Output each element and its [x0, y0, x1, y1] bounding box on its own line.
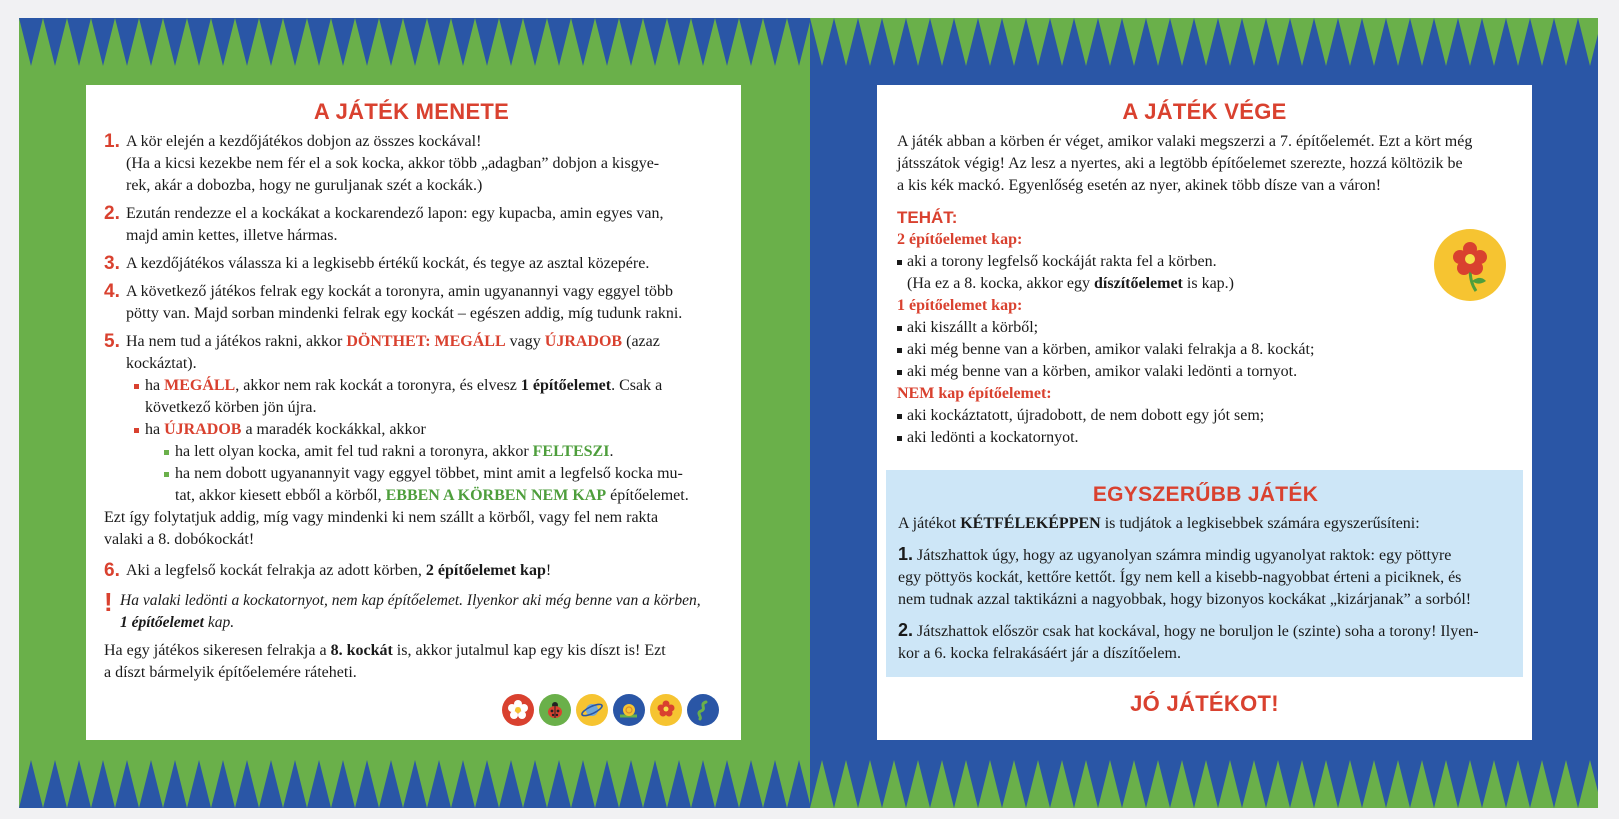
zigzag-triangles: [810, 760, 1598, 808]
therefore-heading: TEHÁT:: [897, 208, 958, 227]
ujradob-outcomes: [164, 441, 719, 507]
game-end-card: A JÁTÉK VÉGE A játék abban a körben ér véget, amikor valaki megszerzi a 7. építőelemét. Ezt a kört még játsszátok végig! Az lesz a nyertes, aki a legtöbb építőelemet szerezte, hozzá költözik be a kis kék mackó. Egyenlőség esetén az nyer, akinek több dísze van a váron! TEHÁT: 2 építőelemet kap: aki a torony legfelső kockáját rakta fel a körben. (Ha ez a 8. kocka, akkor egy díszítőelemet is kap.) 1 építőelemet kap: aki kiszállt a körből; aki még benne van a körben, amikor valaki felrakja a 8. kockát; aki még benne van a körben, amikor valaki ledönti a tornyot. NEM kap építőelemet: aki kockáztatott, újradobott, de nem dobott egy jót sem; aki ledönti a kockatornyot. EGYSZERŰBB JÁTÉK A játékot KÉTFÉLEKÉPPEN is tudjátok a legkisebbek számára egyszerűsíteni: 1. Játszhattok úgy, hogy az ugyanolyan számra mindig ugyanolyat raktok: egy pöttyre egy pöttyös kockát, kettőre kettőt. Így nem kell a kisebb-nagyobbat érteni a piciknek, és nem tudnak azzal taktikázni a nagyobbak, hogy bizonyos kockákat „kizárjanak” a sorból! 2. Játszhattok először csak hat kockával, hogy ne boruljon le (szinte) soha a torony! Ilyen- kor a 6. kocka felrakásáért jár a díszítőelem. JÓ JÁTÉKOT!: [877, 85, 1532, 740]
one-element-list: aki kiszállt a körből; aki még benne van a körben, amikor valaki felrakja a 8. kockát; aki még benne van a körben, amikor valaki ledönti a tornyot.: [897, 317, 1514, 383]
step-2: 2. Ezután rendezze el a kockákat a kockarendező lapon: egy kupacba, amin egyes van, majd amin kettes, illetve hármas.: [104, 203, 664, 244]
flower-red-icon: [650, 694, 682, 726]
snake-icon: [687, 694, 719, 726]
decoration-icons: [502, 694, 719, 726]
option-ujradob: ha ÚJRADOB a maradék kockákkal, akkor: [134, 419, 719, 441]
simpler-option-2: 2. Játszhattok először csak hat kockával, hogy ne boruljon le (szinte) soha a torony! Ilyen- kor a 6. kocka felrakásáért jár a díszítőelem.: [898, 620, 1479, 662]
outcome-kiesett: ha nem dobott ugyanannyit vagy eggyel többet, mint amit a legfelső kocka mu- tat, akkor kiesett ebből a körből, EBBEN A KÖRBEN NEM KAP építőelemet.: [164, 463, 719, 507]
step-1: 1. A kör elején a kezdőjátékos dobjon az összes kockával! (Ha a kicsi kezekbe nem fér el a sok kocka, akkor több „adagban” dobjon a kisgye- rek, akár a dobozba, hogy ne guruljanak szét a kockák.): [104, 131, 660, 194]
ladybug-icon: [539, 694, 571, 726]
game-end-title: A JÁTÉK VÉGE: [1122, 99, 1287, 124]
step-6: 6. Aki a legfelső kockát felrakja az adott körben, 2 építőelemet kap!: [104, 560, 552, 581]
step-5-options: [134, 375, 719, 441]
no-element-heading: NEM kap építőelemet:: [897, 385, 1052, 402]
two-elements-list: aki a torony legfelső kockáját rakta fel a körben.: [897, 251, 1514, 273]
right-page: [810, 18, 1598, 808]
snail-icon: [613, 694, 645, 726]
final-text: Ha egy játékos sikeresen felrakja a 8. kockát is, akkor jutalmul kap egy kis díszt is! Ezt a díszt bármelyik építőelemére ráteheti.: [104, 642, 666, 681]
step-4: 4. A következő játékos felrak egy kockát a toronyra, amin ugyanannyi vagy eggyel több pötty van. Majd sorban mindenki felrak egy kockát – egészen addig, míg tudunk rakni.: [104, 281, 683, 322]
simpler-game-intro: A játékot KÉTFÉLEKÉPPEN is tudjátok a legkisebbek számára egyszerűsíteni:: [898, 515, 1420, 532]
step-5: 5. Ha nem tud a játékos rakni, akkor DÖNTHET: MEGÁLL vagy ÚJRADOB (azaz kockáztat).: [104, 331, 660, 372]
planet-icon: [576, 694, 608, 726]
exclamation-icon: !: [104, 587, 113, 617]
game-flow-card: [86, 85, 741, 740]
zigzag-triangles: [19, 760, 810, 808]
flower-white-icon: [502, 694, 534, 726]
left-page: [19, 18, 810, 808]
option-megall: ha MEGÁLL, akkor nem rak kockát a toronyra, és elvesz 1 építőelemet. Csak a következő körben jön újra.: [134, 375, 719, 419]
zigzag-triangles: [19, 18, 810, 66]
bottom-zigzag-border: [810, 760, 1598, 808]
two-elements-heading: 2 építőelemet kap:: [897, 231, 1023, 248]
game-end-intro: A játék abban a körben ér véget, amikor valaki megszerzi a 7. építőelemét. Ezt a kört még játsszátok végig! Az lesz a nyertes, aki a legtöbb építőelemet szerezte, hozzá költözik be a kis kék mackó. Egyenlőség esetén az nyer, akinek több dísze van a váron!: [897, 133, 1473, 194]
top-zigzag-border: [19, 18, 810, 66]
one-element-heading: 1 építőelemet kap:: [897, 297, 1023, 314]
step-3: 3. A kezdőjátékos válassza ki a legkisebb értékű kockát, és tegye az asztal közepére.: [104, 253, 650, 274]
no-element-list: aki kockáztatott, újradobott, de nem dobott egy jót sem; aki ledönti a kockatornyot.: [897, 405, 1514, 449]
simpler-game-box: [886, 470, 1523, 677]
outcome-felteszi: ha lett olyan kocka, amit fel tud rakni a toronyra, akkor FELTESZI.: [164, 441, 719, 463]
simpler-option-1: 1. Játszhattok úgy, hogy az ugyanolyan számra mindig ugyanolyat raktok: egy pöttyre egy pöttyös kockát, kettőre kettőt. Így nem kell a kisebb-nagyobbat érteni a piciknek, és nem tudnak azzal taktikázni a nagyobbak, hogy bizonyos kockákat „kizárjanak” a sorból!: [898, 544, 1472, 608]
simpler-game-title: EGYSZERŰBB JÁTÉK: [1092, 483, 1319, 506]
flower-badge-icon: [1434, 229, 1506, 301]
zigzag-triangles: [810, 18, 1598, 66]
continue-text: Ezt így folytatjuk addig, míg vagy mindenki ki nem szállt a körből, vagy fel nem rakta valaki a 8. dobókockát!: [104, 509, 659, 548]
top-zigzag-border: [810, 18, 1598, 66]
tower-fall-note: ! Ha valaki ledönti a kockatornyot, nem kap építőelemet. Ilyenkor aki még benne van a körben, 1 építőelemet kap.: [104, 590, 719, 634]
bottom-zigzag-border: [19, 760, 810, 808]
game-flow-title: A JÁTÉK MENETE: [313, 99, 510, 124]
closing-greeting: JÓ JÁTÉKOT!: [1130, 691, 1279, 716]
